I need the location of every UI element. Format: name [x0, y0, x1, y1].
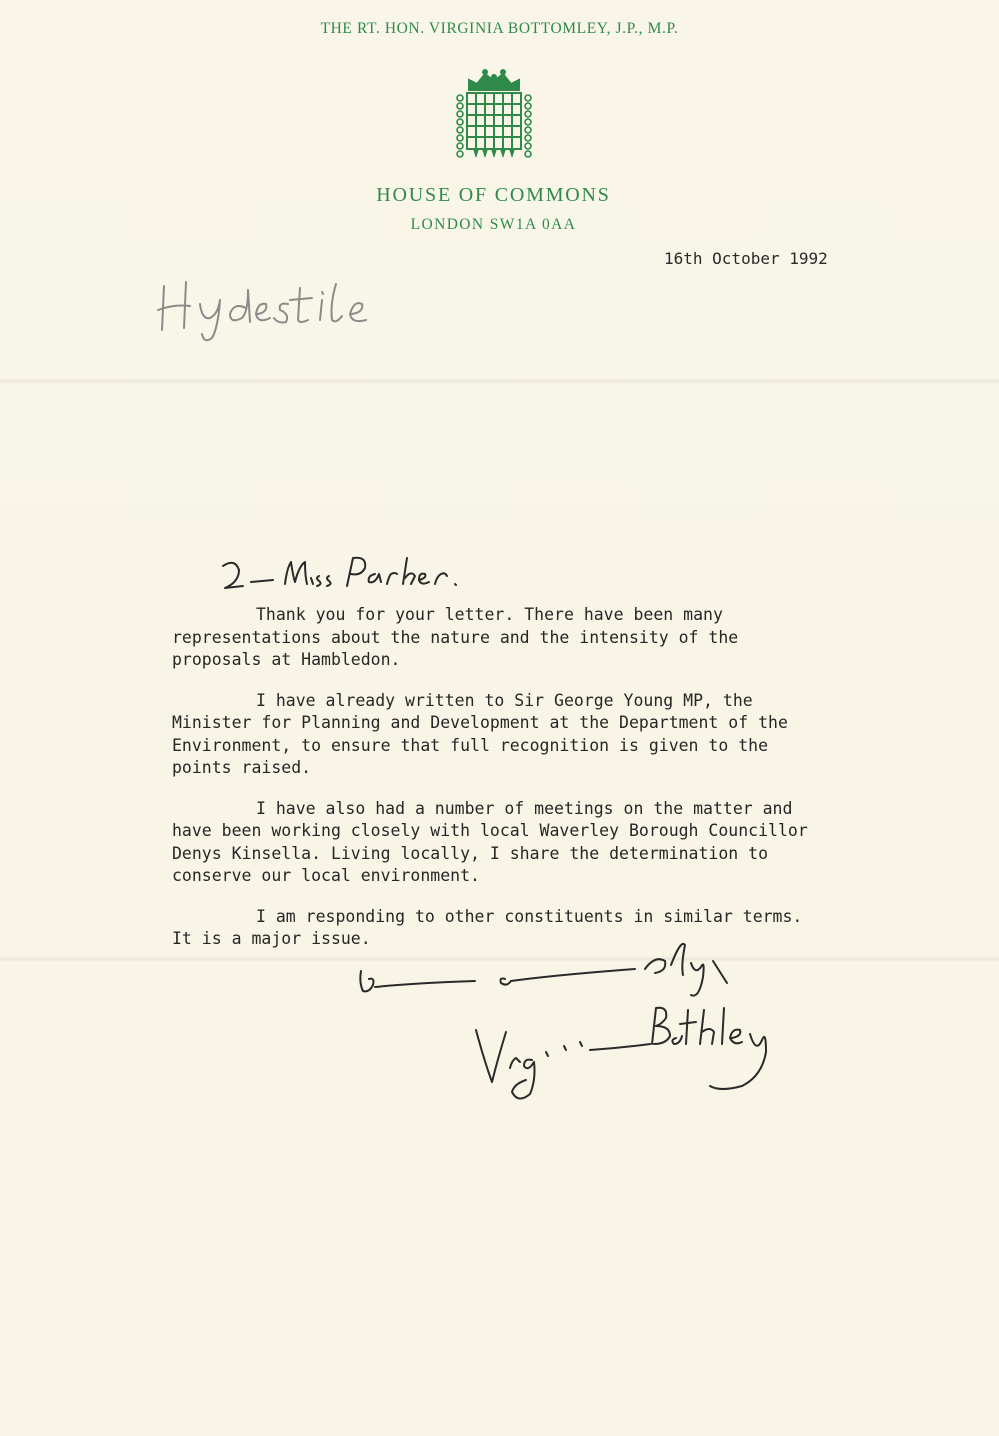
paragraph: I am responding to other constituents in similar terms. It is a major issue. [172, 906, 803, 948]
handwritten-closing [355, 935, 745, 1005]
institution-name: HOUSE OF COMMONS [376, 184, 611, 206]
signature [470, 1000, 810, 1110]
letter-body [172, 604, 852, 951]
portcullis-icon [455, 68, 533, 160]
paragraph: I have also had a number of meetings on the matter and have been working closely with local Waverley Borough Councillor Denys Kinsella. Living locally, I share the determination to conserve our local environment. [172, 798, 808, 885]
handwritten-salutation [215, 548, 475, 598]
paragraph: Thank you for your letter. There have been many representations about the nature and the intensity of the proposals at Hambledon. [172, 605, 739, 669]
handwritten-note [150, 270, 400, 345]
letter-date: 16th October 1992 [664, 249, 828, 268]
sender-name: THE RT. HON. VIRGINIA BOTTOMLEY, J.P., M.P. [320, 20, 679, 37]
paper-fold [0, 378, 999, 384]
institution-address: LONDON SW1A 0AA [410, 216, 577, 233]
paragraph: I have already written to Sir George Young MP, the Minister for Planning and Development at the Department of the Environment, to ensure that full recognition is given to the points raised. [172, 690, 788, 777]
